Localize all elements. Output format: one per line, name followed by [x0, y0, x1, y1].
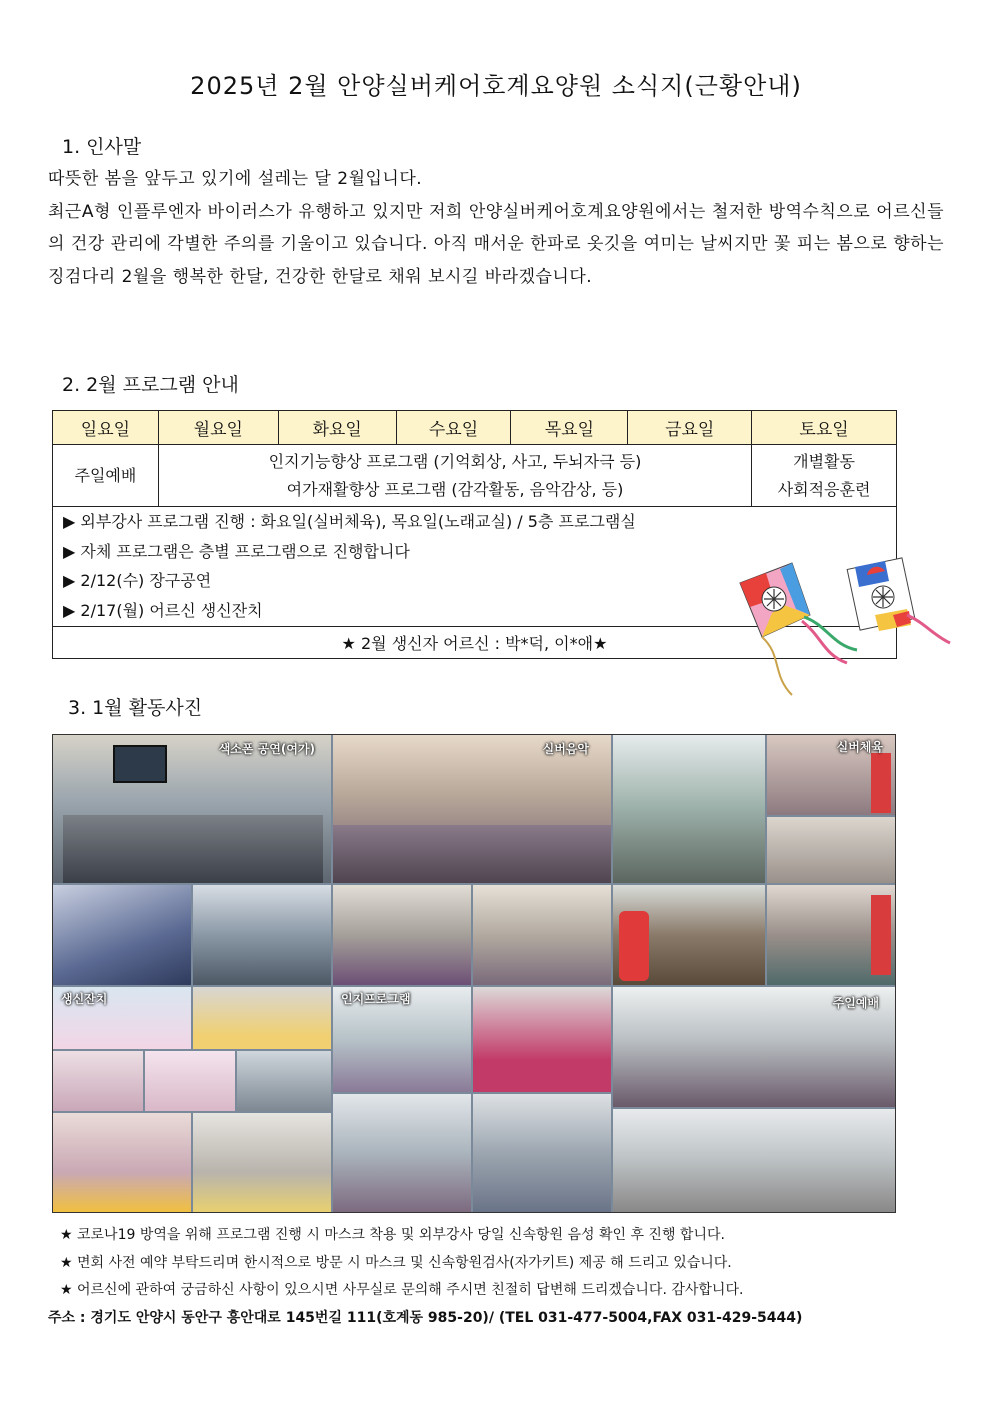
activity-photo	[53, 1113, 191, 1212]
day-thursday: 목요일	[511, 411, 628, 445]
photo-label: 실버음악	[542, 742, 589, 756]
weekday-program-line-2: 여가재활향상 프로그램 (감각활동, 음악감상, 등)	[286, 479, 624, 499]
saturday-program-line-1: 개별활동	[793, 451, 855, 471]
day-friday: 금요일	[628, 411, 752, 445]
activity-photo	[333, 1094, 471, 1212]
activity-photo	[613, 885, 765, 985]
activity-photo	[767, 735, 895, 815]
photo-label: 생신잔치	[61, 992, 108, 1006]
activity-photo	[193, 1113, 331, 1212]
day-tuesday: 화요일	[278, 411, 396, 445]
activity-photo	[333, 885, 471, 985]
activity-photo	[145, 1051, 235, 1111]
program-row	[53, 445, 897, 507]
kite-illustration-right	[845, 545, 955, 655]
sunday-program: 주일예배	[53, 445, 159, 507]
greeting-line-1: 따뜻한 봄을 앞두고 있기에 설레는 달 2월입니다.	[48, 169, 423, 189]
section-program-heading: 2. 2월 프로그램 안내	[62, 374, 239, 396]
kite-illustration-left	[732, 555, 862, 700]
activity-photo	[237, 1051, 331, 1111]
section-photos-heading: 3. 1월 활동사진	[68, 697, 203, 719]
day-monday: 월요일	[158, 411, 278, 445]
notice-item: ★ 어르신에 관하여 궁금하신 사항이 있으시면 사무실로 문의해 주시면 친절히 답변해 드리겠습니다. 감사합니다.	[60, 1282, 744, 1298]
activity-photo	[333, 735, 611, 883]
bullet-item: ▶ 2/12(수) 장구공연	[63, 571, 212, 591]
activity-photo	[613, 1109, 895, 1212]
notice-item: ★ 면회 사전 예약 부탁드리며 한시적으로 방문 시 마스크 및 신속항원검사(자가키트) 제공 해 드리고 있습니다.	[60, 1254, 732, 1271]
notice-list	[60, 1222, 940, 1305]
activity-photo	[53, 987, 191, 1049]
activity-photo	[613, 735, 765, 883]
activity-photo	[473, 1094, 611, 1212]
greeting-line-2: 최근A형 인플루엔자 바이러스가 유행하고 있지만 저희 안양실버케어호계요양원에서는 철저한 방역수칙으로 어르신들의 건강 관리에 각별한 주의를 기울이고 있습니다. 아직 매서운 한파로 옷깃을 여미는 날씨지만 꽃 피는 봄으로 향하는 징검다리 2월을 행복한 한달, 건강한 한달로 채워 보시길 바라겠습니다.	[48, 201, 944, 287]
activity-photo	[473, 987, 611, 1092]
section-greeting-heading: 1. 인사말	[62, 136, 142, 158]
weekday-header-row	[53, 411, 897, 445]
activity-photo	[53, 1051, 143, 1111]
bullet-item: ▶ 외부강사 프로그램 진행 : 화요일(실버체육), 목요일(노래교실) / 5층 프로그램실	[63, 512, 636, 531]
day-saturday: 토요일	[752, 411, 897, 445]
activity-photo	[613, 987, 895, 1107]
photo-label: 실버체육	[836, 740, 883, 754]
activity-photo	[193, 987, 331, 1049]
activity-photo	[767, 885, 895, 985]
activity-photo	[333, 987, 471, 1092]
greeting-text	[48, 163, 944, 293]
activity-photo	[767, 817, 895, 883]
birthday-text: ★ 2월 생신자 어르신 : 박*덕, 이*애★	[53, 626, 897, 658]
activity-photo	[193, 885, 331, 985]
saturday-program	[752, 445, 897, 507]
activity-photo	[473, 885, 611, 985]
day-wednesday: 수요일	[396, 411, 511, 445]
activity-photo-collage	[52, 734, 896, 1213]
bullet-item: ▶ 2/17(월) 어르신 생신잔치	[63, 601, 263, 621]
photo-label: 주일예배	[832, 996, 879, 1010]
day-sunday: 일요일	[53, 411, 159, 445]
photo-label: 색소폰 공연(여가)	[218, 742, 315, 756]
weekday-program-line-1: 인지기능향상 프로그램 (기억회상, 사고, 두뇌자극 등)	[268, 451, 642, 471]
page-title: 2025년 2월 안양실버케어호계요양원 소식지(근황안내)	[190, 72, 802, 100]
activity-photo	[53, 735, 331, 883]
bullet-item: ▶ 자체 프로그램은 층별 프로그램으로 진행합니다	[63, 541, 410, 561]
address-contact: 주소 : 경기도 안양시 동안구 흥안대로 145번길 111(호계동 985-20)/ (TEL 031-477-5004,FAX 031-429-5444)	[48, 1310, 803, 1326]
notice-item: ★ 코로나19 방역을 위해 프로그램 진행 시 마스크 착용 및 외부강사 당일 신속항원 음성 확인 후 진행 합니다.	[60, 1227, 725, 1243]
weekday-program	[158, 445, 751, 507]
saturday-program-line-2: 사회적응훈련	[777, 479, 871, 499]
photo-label: 인지프로그램	[341, 992, 411, 1006]
activity-photo	[53, 885, 191, 985]
